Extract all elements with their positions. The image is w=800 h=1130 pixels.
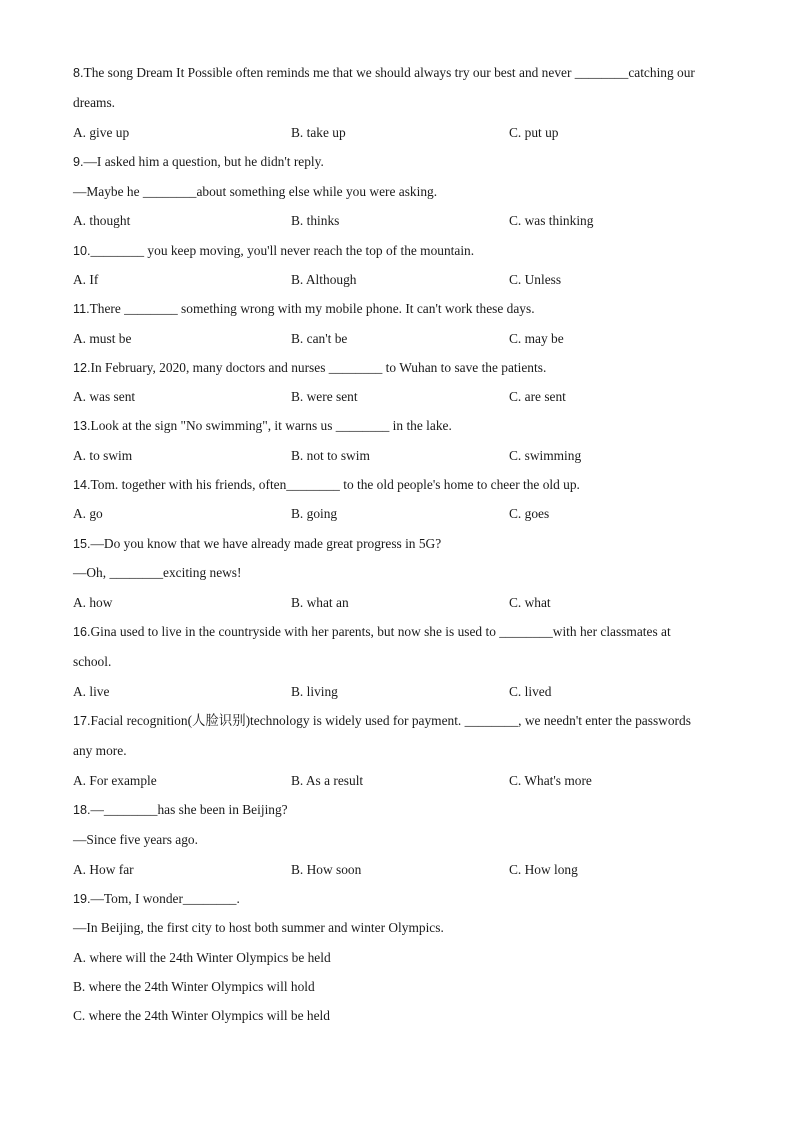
- question-13-line-1: [73, 418, 452, 434]
- question-8-options: [73, 125, 733, 141]
- question-number: 8.: [73, 66, 84, 80]
- question-16-options: [73, 684, 733, 700]
- question-number: 10.: [73, 244, 91, 258]
- question-14-options: [73, 506, 733, 522]
- option-b[interactable]: B. where the 24th Winter Olympics will hold: [73, 979, 315, 994]
- question-text: —Do you know that we have already made great progress in 5G?: [90, 536, 442, 551]
- question-8-line-2: dreams.: [73, 95, 116, 110]
- question-11-line-1: [73, 301, 535, 317]
- option-a[interactable]: A. was sent: [73, 389, 136, 404]
- question-number: 9.: [73, 155, 84, 169]
- question-text: Gina used to live in the countryside with her parents, but now she is used to ________with her classmates at: [90, 624, 671, 639]
- question-18-line-2: —Since five years ago.: [73, 832, 198, 847]
- option-b[interactable]: B. can't be: [291, 331, 348, 346]
- question-11-options: [73, 331, 733, 347]
- question-number: 15.: [73, 537, 91, 551]
- option-b[interactable]: B. How soon: [291, 862, 362, 877]
- question-17-line-1: [73, 713, 691, 729]
- option-a[interactable]: A. to swim: [73, 448, 133, 463]
- option-b[interactable]: B. Although: [291, 272, 357, 287]
- option-b[interactable]: B. thinks: [291, 213, 340, 228]
- option-c[interactable]: C. where the 24th Winter Olympics will be held: [73, 1008, 330, 1023]
- option-a[interactable]: A. must be: [73, 331, 132, 346]
- option-a[interactable]: A. give up: [73, 125, 130, 140]
- question-15-options: [73, 595, 733, 611]
- option-a[interactable]: A. If: [73, 272, 99, 287]
- option-c[interactable]: C. swimming: [509, 448, 582, 463]
- question-17-line-2: any more.: [73, 743, 127, 758]
- option-c[interactable]: C. Unless: [509, 272, 562, 287]
- option-c[interactable]: C. may be: [509, 331, 564, 346]
- question-number: 11.: [73, 302, 90, 316]
- option-a[interactable]: A. live: [73, 684, 110, 699]
- option-b[interactable]: B. living: [291, 684, 338, 699]
- option-c[interactable]: C. What's more: [509, 773, 592, 788]
- question-text: Facial recognition(人脸识别)technology is widely used for payment. ________, we needn't enter the passwords: [90, 713, 691, 728]
- question-text: Tom. together with his friends, often________ to the old people's home to cheer the old up.: [90, 477, 580, 492]
- option-a[interactable]: A. thought: [73, 213, 131, 228]
- option-a[interactable]: A. go: [73, 506, 103, 521]
- question-number: 18.: [73, 803, 91, 817]
- option-b[interactable]: B. not to swim: [291, 448, 370, 463]
- option-c[interactable]: C. what: [509, 595, 551, 610]
- option-c[interactable]: C. How long: [509, 862, 578, 877]
- question-8-line-1: [73, 65, 695, 81]
- option-a[interactable]: A. how: [73, 595, 113, 610]
- question-number: 17.: [73, 714, 91, 728]
- question-number: 16.: [73, 625, 91, 639]
- question-text: Look at the sign "No swimming", it warns us ________ in the lake.: [90, 418, 452, 433]
- option-b[interactable]: B. were sent: [291, 389, 358, 404]
- question-12-line-1: [73, 360, 546, 376]
- question-text: ________ you keep moving, you'll never reach the top of the mountain.: [90, 243, 475, 258]
- question-14-line-1: [73, 477, 580, 493]
- question-text: —________has she been in Beijing?: [90, 802, 288, 817]
- question-9-line-2: —Maybe he ________about something else while you were asking.: [73, 184, 438, 199]
- question-text: There ________ something wrong with my mobile phone. It can't work these days.: [89, 301, 535, 316]
- question-18-line-1: [73, 802, 288, 818]
- option-a[interactable]: A. where will the 24th Winter Olympics be held: [73, 950, 331, 965]
- question-number: 19.: [73, 892, 91, 906]
- question-17-options: [73, 773, 733, 789]
- question-text: —I asked him a question, but he didn't reply.: [83, 154, 324, 169]
- option-c[interactable]: C. goes: [509, 506, 550, 521]
- question-15-line-1: [73, 536, 441, 552]
- option-c[interactable]: C. lived: [509, 684, 552, 699]
- option-b[interactable]: B. what an: [291, 595, 349, 610]
- question-text: —Tom, I wonder________.: [90, 891, 240, 906]
- question-text: The song Dream It Possible often reminds me that we should always try our best and never ________catching our: [83, 65, 695, 80]
- option-b[interactable]: B. As a result: [291, 773, 364, 788]
- option-a[interactable]: A. For example: [73, 773, 157, 788]
- option-b[interactable]: B. going: [291, 506, 338, 521]
- question-number: 13.: [73, 419, 91, 433]
- question-13-options: [73, 448, 733, 464]
- option-a[interactable]: A. How far: [73, 862, 134, 877]
- question-9-line-1: [73, 154, 324, 170]
- question-15-line-2: —Oh, ________exciting news!: [73, 565, 242, 580]
- question-9-options: [73, 213, 733, 229]
- question-19-line-2: —In Beijing, the first city to host both summer and winter Olympics.: [73, 920, 444, 935]
- question-number: 14.: [73, 478, 91, 492]
- question-16-line-2: school.: [73, 654, 112, 669]
- question-10-options: [73, 272, 733, 288]
- question-16-line-1: [73, 624, 671, 640]
- option-c[interactable]: C. was thinking: [509, 213, 594, 228]
- question-12-options: [73, 389, 733, 405]
- question-18-options: [73, 862, 733, 878]
- option-c[interactable]: C. are sent: [509, 389, 566, 404]
- question-text: In February, 2020, many doctors and nurses ________ to Wuhan to save the patients.: [90, 360, 547, 375]
- question-19-line-1: [73, 891, 240, 907]
- question-number: 12.: [73, 361, 91, 375]
- option-c[interactable]: C. put up: [509, 125, 559, 140]
- option-b[interactable]: B. take up: [291, 125, 346, 140]
- question-10-line-1: [73, 243, 474, 259]
